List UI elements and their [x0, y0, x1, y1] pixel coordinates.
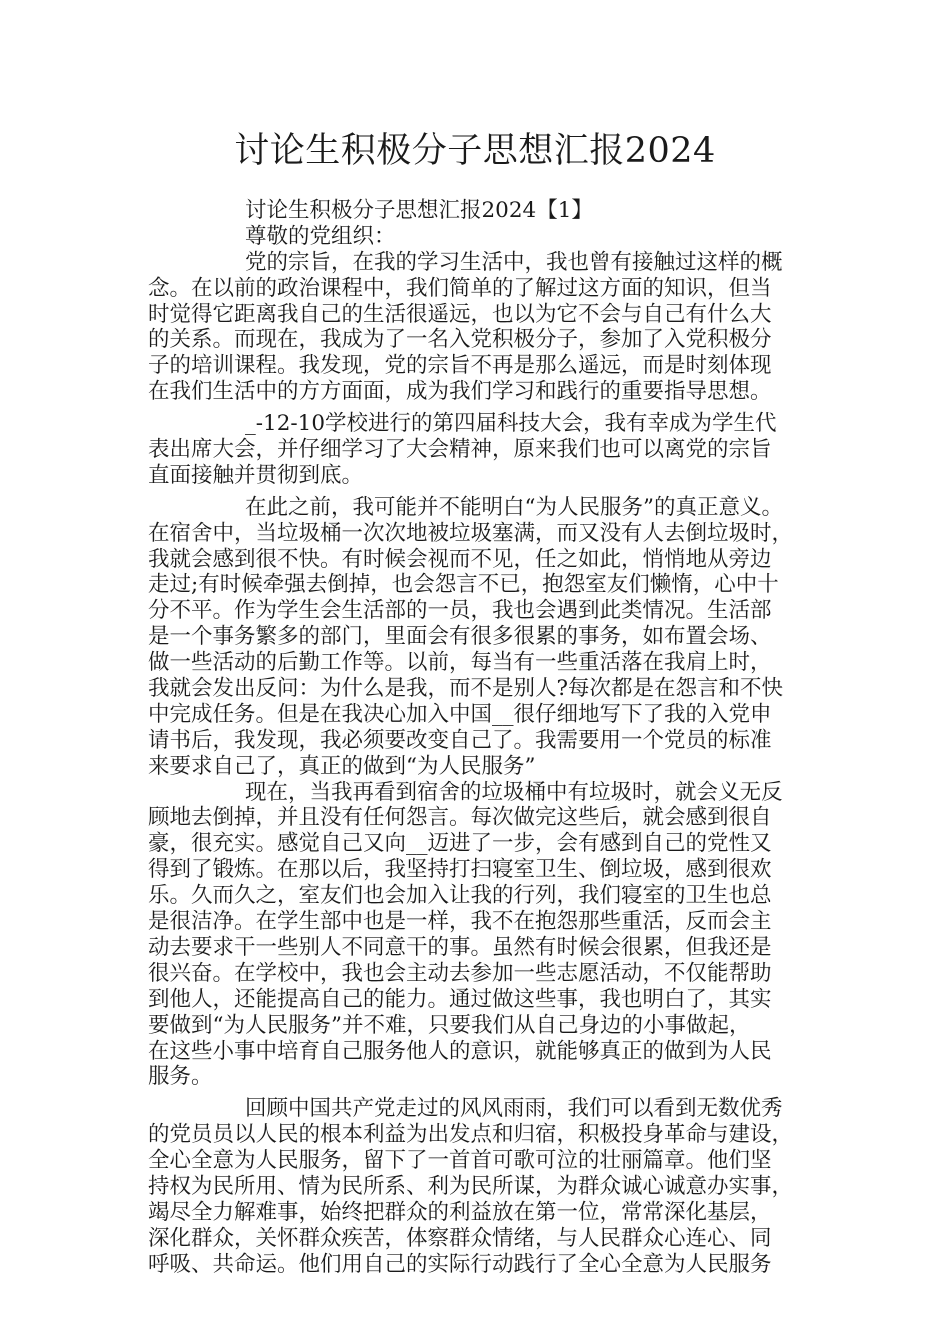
paragraph-line: 的关系。而现在，我成为了一名入党积极分子，参加了入党积极分: [148, 327, 772, 353]
paragraph: [148, 411, 838, 489]
paragraph-line: 是很洁净。在学生部中也是一样，我不在抱怨那些重活，反而会主: [148, 909, 772, 935]
paragraph-line: 子的培训课程。我发现，党的宗旨不再是那么遥远，而是时刻体现: [148, 353, 772, 379]
paragraph-line: 持权为民所用、情为民所系、利为民所谋，为群众诚心诚意办实事，: [148, 1173, 794, 1199]
paragraph-line: 在宿舍中，当垃圾桶一次次地被垃圾塞满，而又没有人去倒垃圾时，: [148, 520, 794, 546]
paragraph-line: 竭尽全力解难事，始终把群众的利益放在第一位，常常深化基层，: [148, 1199, 772, 1225]
paragraph-line: 是一个事务繁多的部门，里面会有很多很累的事务，如布置会场、: [148, 624, 772, 650]
document-body: [148, 198, 838, 1278]
paragraph-line: 服务。: [148, 1064, 213, 1090]
paragraph: [148, 1096, 838, 1277]
paragraph-line: 直面接触并贯彻到底。: [148, 462, 364, 488]
paragraph-line: 走过;有时候牵强去倒掉，也会怨言不已，抱怨室友们懒惰，心中十: [148, 572, 779, 598]
paragraph-line: 得到了锻炼。在那以后，我坚持打扫寝室卫生、倒垃圾，感到很欢: [148, 857, 772, 883]
paragraph-line: 请书后，我发现，我必须要改变自己了。我需要用一个党员的标准: [148, 727, 772, 753]
paragraph-line: 动去要求干一些别人不同意干的事。虽然有时候会很累，但我还是: [148, 934, 772, 960]
paragraph-line: 呼吸、共命运。他们用自己的实际行动践行了全心全意为人民服务: [148, 1251, 772, 1277]
paragraph-line: _-12-10学校进行的第四届科技大会，我有幸成为学生代: [245, 411, 777, 437]
paragraph-line: 党的宗旨，在我的学习生活中，我也曾有接触过这样的概: [245, 249, 783, 275]
paragraph-line: 的党员员以人民的根本利益为出发点和归宿，积极投身革命与建设，: [148, 1122, 794, 1148]
paragraph-line: 到他人，还能提高自己的能力。通过做这些事，我也明白了，其实: [148, 986, 772, 1012]
paragraph-line: 中完成任务。但是在我决心加入中国__很仔细地写下了我的入党申: [148, 701, 772, 727]
paragraph-line: 分不平。作为学生会生活部的一员，我也会遇到此类情况。生活部: [148, 598, 772, 624]
paragraph-line: 全心全意为人民服务，留下了一首首可歌可泣的壮丽篇章。他们坚: [148, 1148, 772, 1174]
paragraph-line: 回顾中国共产党走过的风风雨雨，我们可以看到无数优秀: [245, 1096, 783, 1122]
paragraph: [148, 495, 838, 780]
paragraph-line: 要做到“为人民服务”并不难，只要我们从自己身边的小事做起，: [148, 1012, 751, 1038]
paragraph-line: 深化群众，关怀群众疾苦，体察群众情绪，与人民群众心连心、同: [148, 1225, 772, 1251]
paragraph-line: 现在，当我再看到宿舍的垃圾桶中有垃圾时，就会义无反: [245, 779, 783, 805]
salutation: 尊敬的党组织：: [245, 223, 396, 249]
paragraph-line: 念。在以前的政治课程中，我们简单的了解过这方面的知识，但当: [148, 275, 772, 301]
paragraph-line: 很兴奋。在学校中，我也会主动去参加一些志愿活动，不仅能帮助: [148, 960, 772, 986]
paragraph-line: 来要求自己了，真正的做到“为人民服务”: [148, 753, 536, 779]
paragraph-line: 乐。久而久之，室友们也会加入让我的行列，我们寝室的卫生也总: [148, 883, 772, 909]
paragraph: [148, 780, 838, 1091]
paragraph-line: 顾地去倒掉，并且没有任何怨言。每次做完这些后，就会感到很自: [148, 805, 772, 831]
paragraph-line: 我就会感到很不快。有时候会视而不见，任之如此，悄悄地从旁边: [148, 546, 772, 572]
paragraph-line: 表出席大会，并仔细学习了大会精神，原来我们也可以离党的宗旨: [148, 437, 772, 463]
document-title: 讨论生积极分子思想汇报2024: [234, 131, 716, 171]
paragraph: [148, 250, 838, 405]
paragraph-line: 在这些小事中培育自己服务他人的意识，就能够真正的做到为人民: [148, 1038, 772, 1064]
paragraph-line: 豪，很充实。感觉自己又向__迈进了一步，会有感到自己的党性又: [148, 831, 772, 857]
subheading: 讨论生积极分子思想汇报2024【1】: [245, 198, 593, 223]
paragraph-line: 在此之前，我可能并不能明白“为人民服务”的真正意义。: [245, 494, 783, 520]
paragraph-line: 时觉得它距离我自己的生活很遥远，也以为它不会与自己有什么大: [148, 301, 772, 327]
paragraph-line: 在我们生活中的方方面面，成为我们学习和践行的重要指导思想。: [148, 379, 772, 405]
paragraph-line: 我就会发出反问：为什么是我，而不是别人?每次都是在怨言和不快: [148, 676, 784, 702]
paragraph-line: 做一些活动的后勤工作等。以前，每当有一些重活落在我肩上时，: [148, 650, 772, 676]
